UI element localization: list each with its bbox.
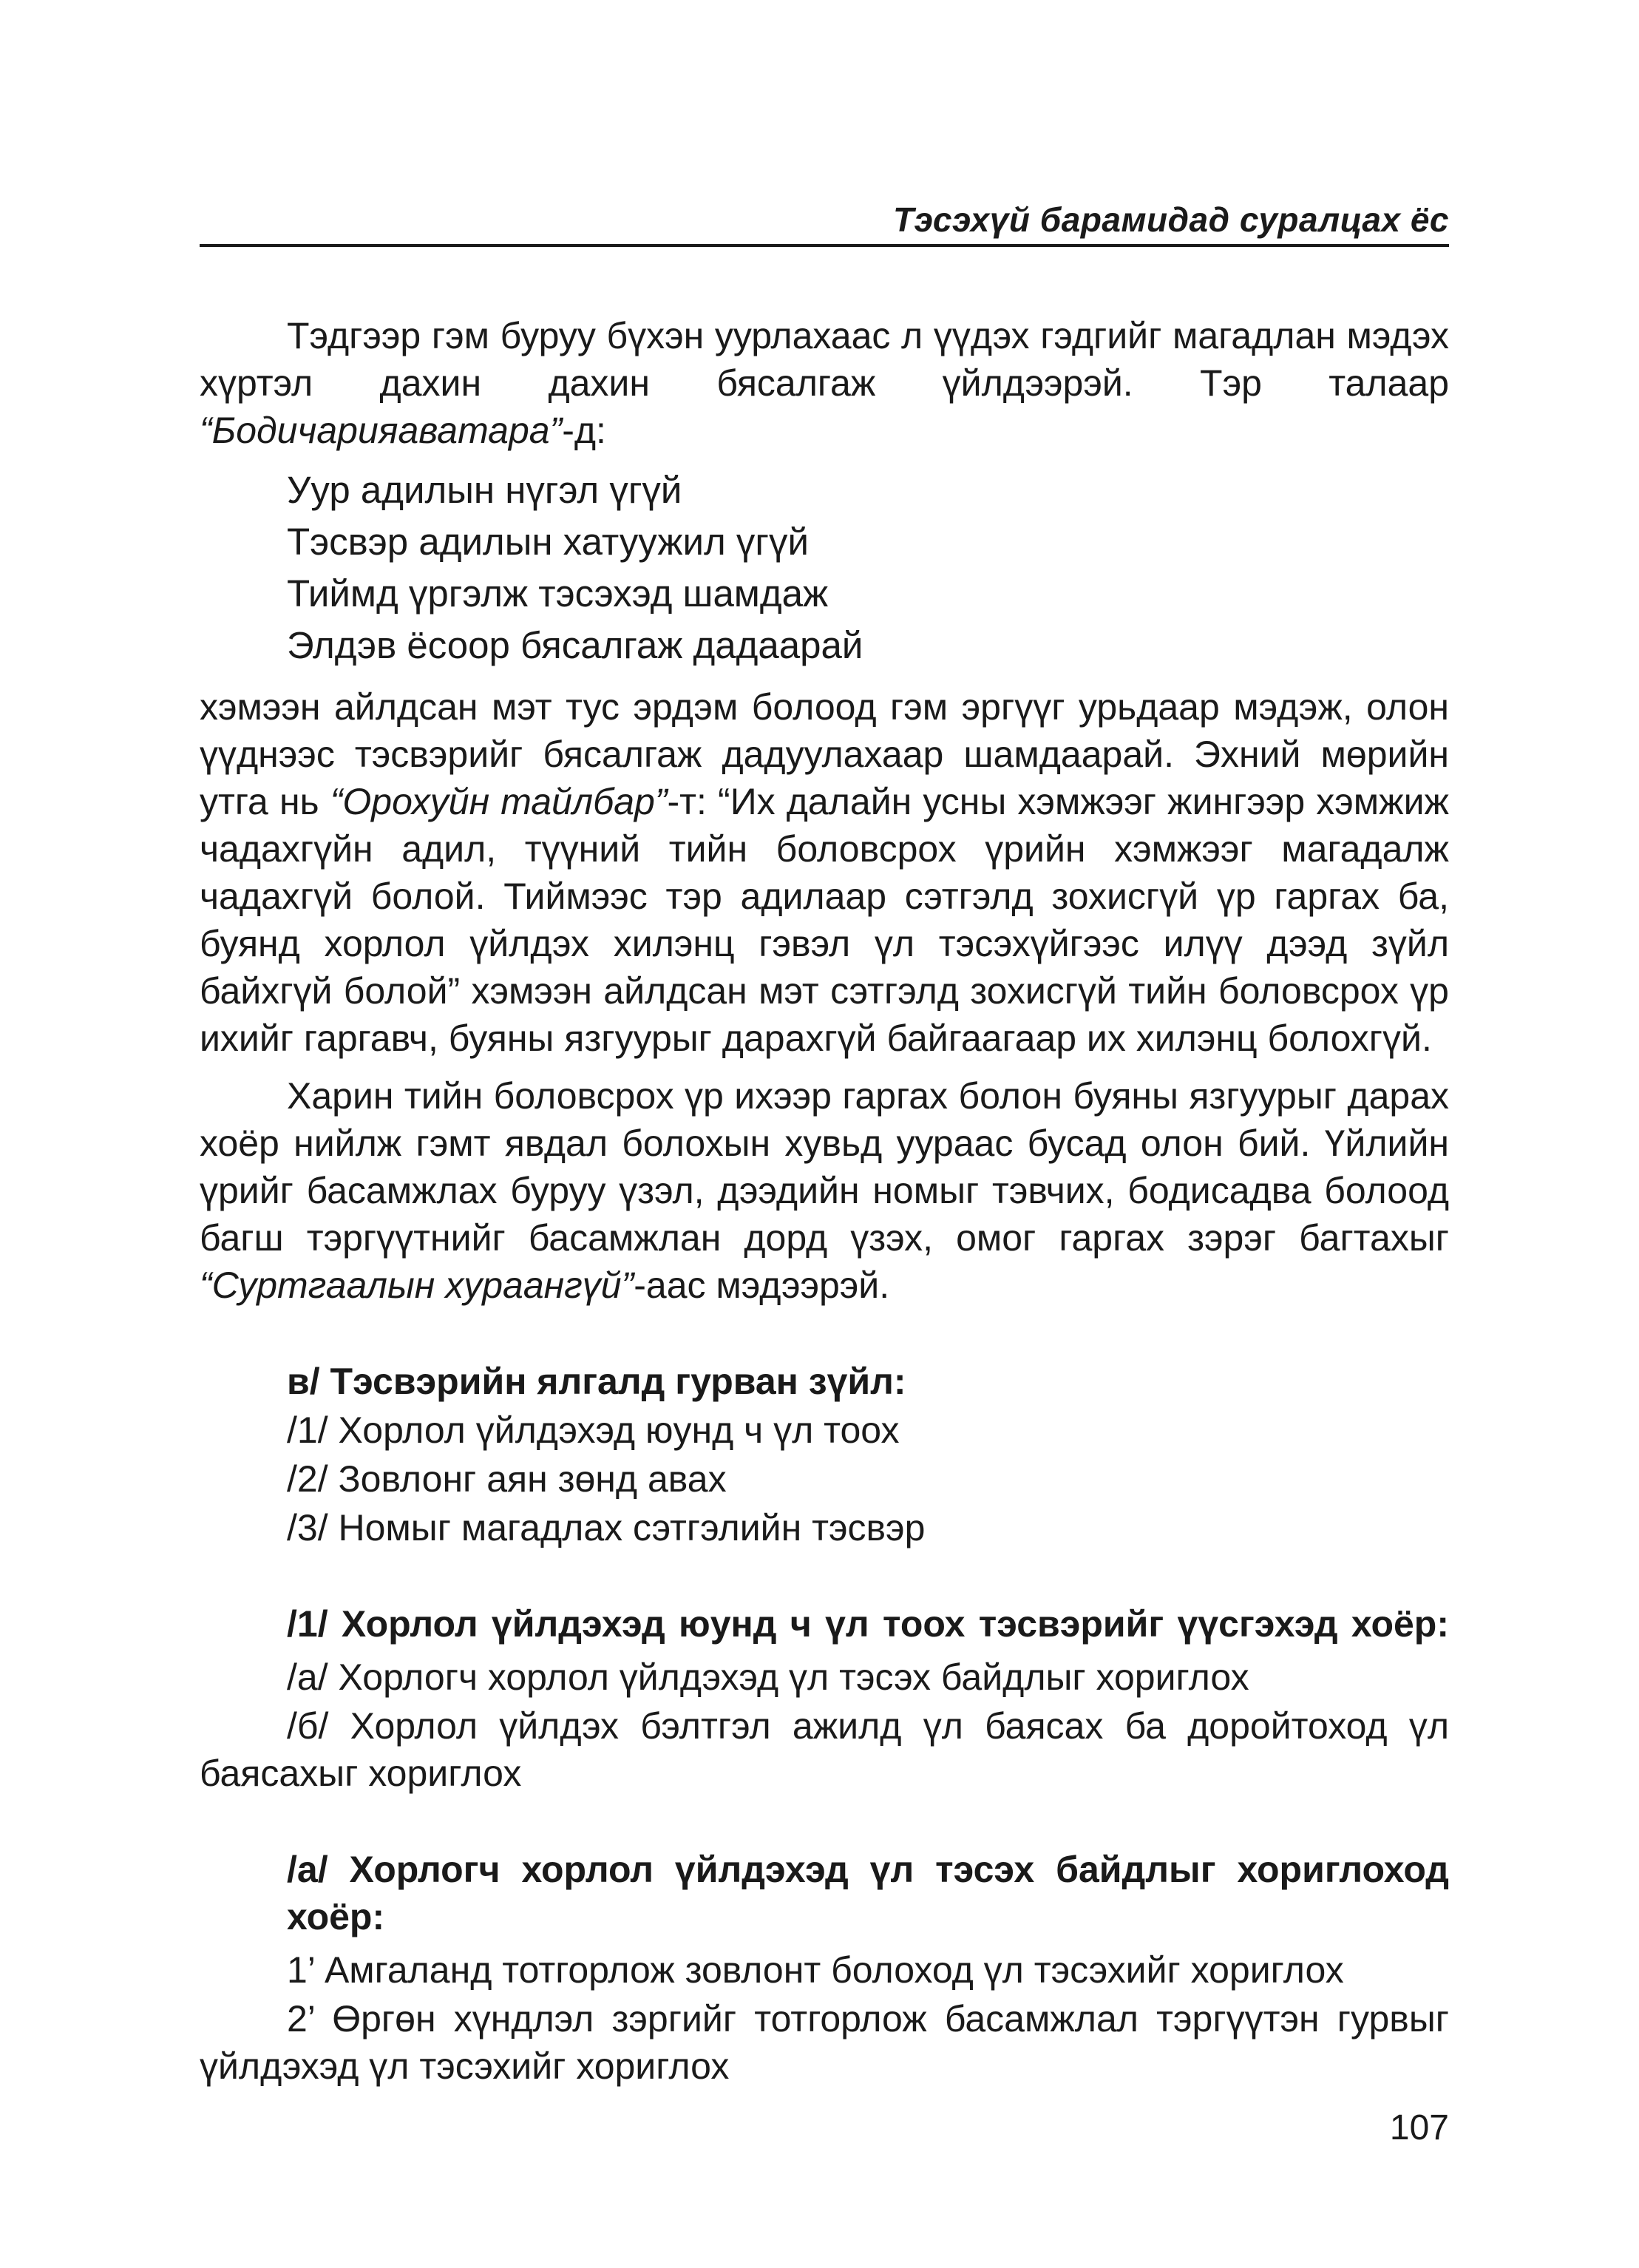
faults-source-title: “Суртгаалын хураангүй”	[200, 1265, 634, 1306]
section-1-heading: /1/ Хорлол үйлдэхэд юунд ч үл тоох тэсвэрийг үүсгэхэд хоёр:	[287, 1603, 1449, 1645]
verse-line: Тиймд үргэлж тэсэхэд шамдаж	[287, 572, 829, 615]
section-v-heading: в/ Тэсвэрийн ялгалд гурван зүйл:	[287, 1361, 906, 1402]
commentary-paragraph	[200, 683, 1449, 1062]
list-item: /3/ Номыг магадлах сэтгэлийн тэсвэр	[287, 1507, 926, 1548]
verse-line: Элдэв ёсоор бясалгаж дадаарай	[287, 624, 863, 666]
list-item: /1/ Хорлол үйлдэхэд юунд ч үл тоох	[287, 1409, 900, 1451]
faults-suffix: -аас мэдээрэй.	[634, 1265, 890, 1306]
list-item: 1’ Амгаланд тотгорлож зовлонт болоход үл тэсэхийг хориглох	[287, 1949, 1344, 1991]
list-item: /б/ Хорлол үйлдэх бэлтгэл ажилд үл баясах ба доройтоход үл баясахыг хориглох	[200, 1705, 1449, 1794]
list-item: 2’ Өргөн хүндлэл зэргийг тотгорлож басамжлал тэргүүтэн гурвыг үйлдэхэд үл тэсэхийг хориглох	[200, 1998, 1449, 2087]
intro-source-title: “Бодичарияаватара”	[200, 410, 563, 451]
page-number: 107	[1389, 2108, 1449, 2147]
commentary-quote: -т: “Их далайн усны хэмжээг жингээр хэмжиж чадахгүйн адил, түүний тийн боловсрох үрийн хэмжээг магадалж чадахгүй болой. Тиймээс тэр адилаар сэтгэлд зохисгүй үр гаргах ба, буянд хорлол үйлдэх хилэнц гэвэл үл тэсэхүйгээс илүү дээд зүйл байхгүй болой” хэмээн айлдсан мэт сэтгэлд зохисгүй тийн боловсрох үр ихийг гаргавч, буяны язгуурыг дарахгүй байгаагаар их хилэнц болохгүй.	[200, 781, 1449, 1059]
verse-line: Уур адилын нүгэл үгүй	[287, 469, 682, 511]
running-title: Тэсэхүй барамидад суралцах ёс	[893, 200, 1449, 239]
book-page	[200, 185, 1449, 2090]
section-a-heading: /а/ Хорлогч хорлол үйлдэхэд үл тэсэх байдлыг хориглоход хоёр:	[287, 1849, 1449, 1937]
verse-block	[287, 464, 1449, 671]
intro-paragraph	[200, 312, 1449, 454]
intro-suffix: -д:	[562, 410, 606, 451]
running-header	[200, 185, 1449, 247]
list-item: /а/ Хорлогч хорлол үйлдэхэд үл тэсэх байдлыг хориглох	[287, 1656, 1249, 1698]
list-item: /2/ Зовлонг аян зөнд авах	[287, 1458, 727, 1500]
verse-line: Тэсвэр адилын хатуужил үгүй	[287, 521, 809, 563]
body-text	[200, 312, 1449, 2090]
faults-paragraph	[200, 1072, 1449, 1309]
faults-text: Харин тийн боловсрох үр ихээр гаргах болон буяны язгуурыг дарах хоёр нийлж гэмт явдал болохын хувьд уураас бусад олон бий. Үйлийн үрийг басамжлах буруу үзэл, дээдийн номыг тэвчих, бодисадва болоод багш тэргүүтнийг басамжлан дорд үзэх, омог гаргах зэрэг багтахыг	[200, 1075, 1449, 1259]
intro-text: Тэдгээр гэм буруу бүхэн уурлахаас л үүдэх гэдгийг магадлан мэдэх хүртэл дахин дахин бясалгаж үйлдээрэй. Тэр талаар	[200, 315, 1449, 404]
commentary-source-title: “Орохуйн тайлбар”	[330, 781, 668, 822]
commentary-text: хэмээн айлдсан мэт тус эрдэм болоод гэм эргүүг урьдаар мэдэж, олон үүднээс тэсвэрийг бясалгаж дадуулахаар шамдаарай. Эхний мөрийн утга нь	[200, 686, 1449, 822]
